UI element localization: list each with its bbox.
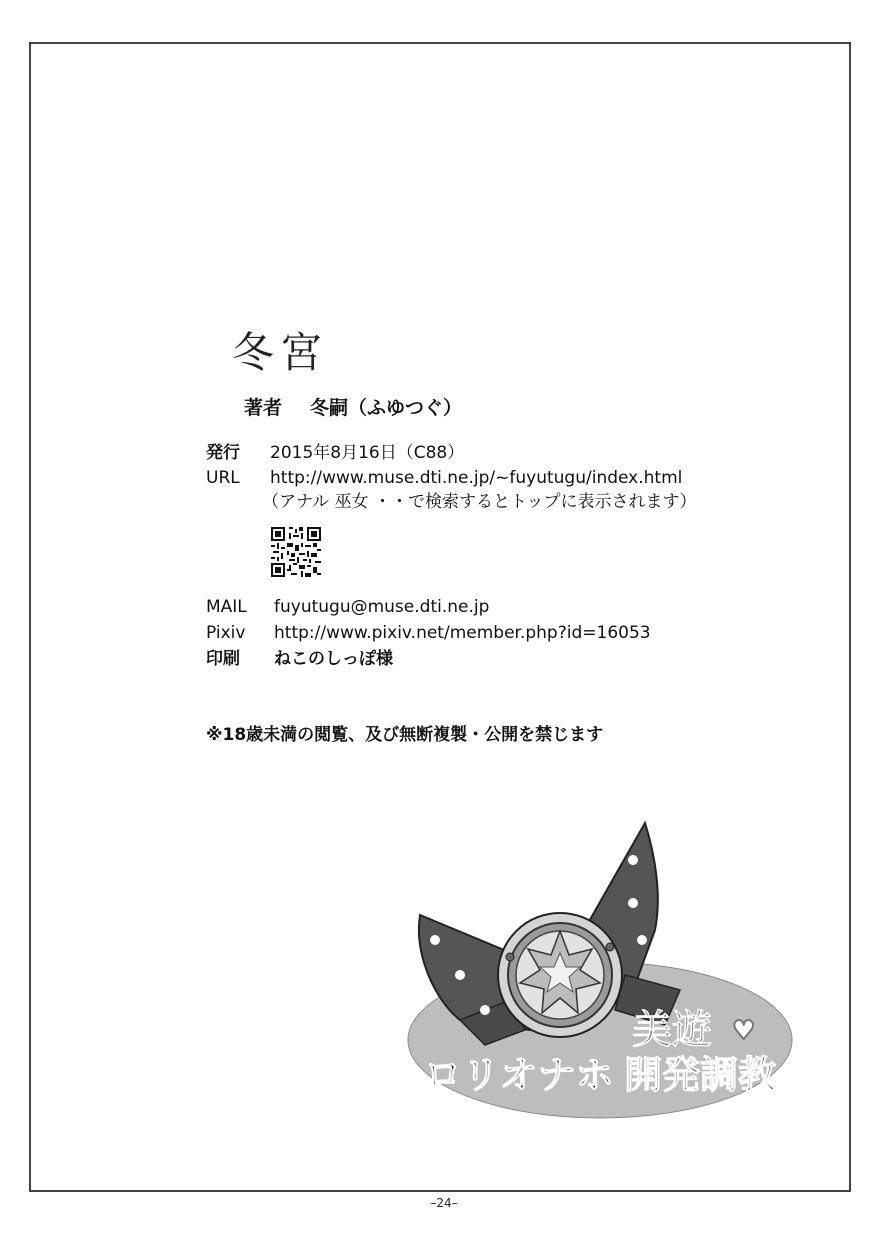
author-name: 冬嗣（ふゆつぐ） <box>310 397 463 419</box>
mail-label: MAIL <box>206 597 247 617</box>
print-label: 印刷 <box>206 649 240 669</box>
qr-code-icon <box>271 527 321 577</box>
author-line <box>244 393 462 420</box>
age-warning: ※18歳未満の閲覧、及び無断複製・公開を禁じます <box>206 725 604 745</box>
author-label: 著者 <box>244 397 283 419</box>
logo-top-text: 美遊 <box>632 1008 712 1052</box>
logo-bottom-text: ロリオナホ 開発調教 <box>423 1055 777 1097</box>
heart-icon: ♥ <box>732 1016 756 1046</box>
page-number: –24– <box>430 1196 458 1210</box>
mail-value[interactable]: fuyutugu@muse.dti.ne.jp <box>274 597 490 617</box>
url-label: URL <box>206 468 240 488</box>
pixiv-label: Pixiv <box>206 623 246 643</box>
url-note-row <box>262 491 696 513</box>
pixiv-value[interactable]: http://www.pixiv.net/member.php?id=16053 <box>274 623 651 643</box>
issue-row <box>206 442 464 464</box>
url-row <box>206 467 682 489</box>
url-value[interactable]: http://www.muse.dti.ne.jp/~fuyutugu/index.html <box>270 468 683 488</box>
url-note: （アナル 巫女 ・・で検索するとトップに表示されます） <box>262 492 697 512</box>
print-value: ねこのしっぽ様 <box>274 649 393 669</box>
pixiv-row <box>206 622 651 644</box>
mail-row <box>206 596 489 618</box>
circle-name: 冬宮 <box>232 328 329 377</box>
issue-label: 発行 <box>206 443 240 463</box>
magical-ruby-logo <box>400 815 795 1125</box>
issue-value: 2015年8月16日（C88） <box>270 443 465 463</box>
print-row <box>206 648 393 670</box>
